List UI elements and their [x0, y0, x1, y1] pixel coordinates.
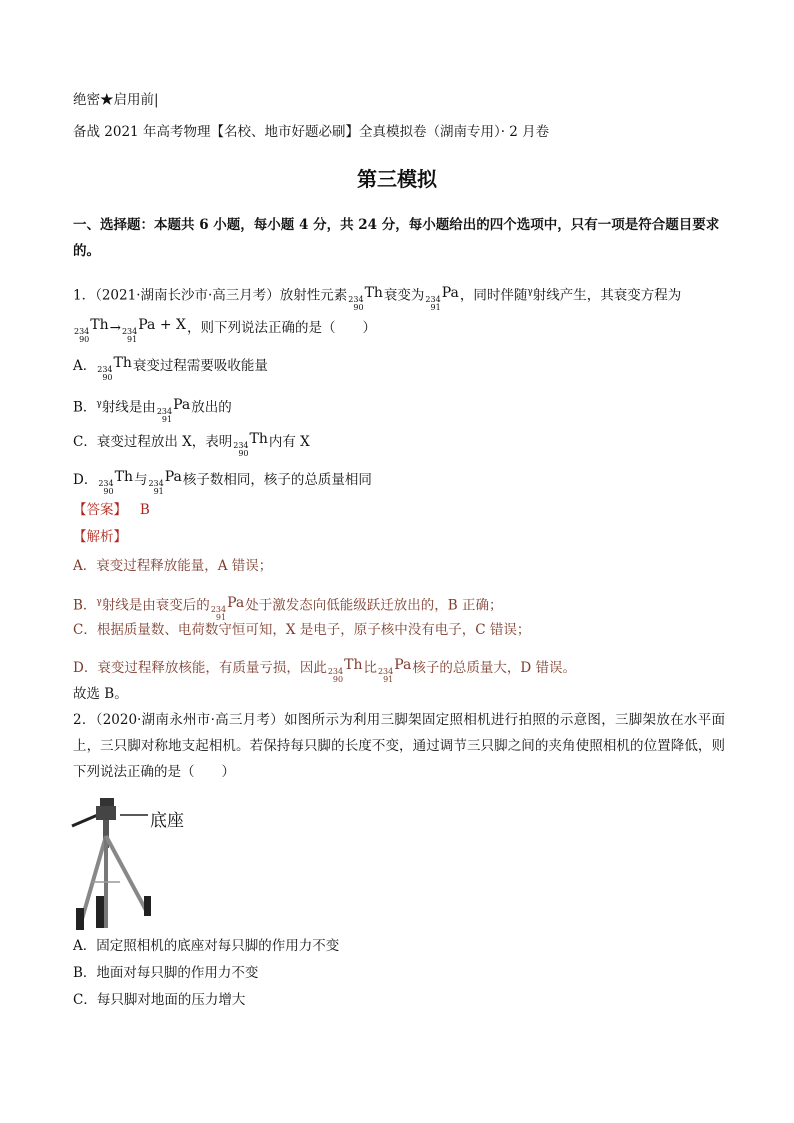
nuclide-th: 234 90 Th [233, 431, 268, 458]
nuclide-pa: 234 91 Pa [148, 469, 182, 496]
nuclide-th: 234 90 Th [327, 657, 363, 684]
section-heading: 一、选择题：本题共 6 小题，每小题 4 分，共 24 分，每小题给出的四个选项中，只有一项是符合题目要求的。 [73, 217, 720, 259]
figure-label: 底座 [150, 811, 184, 831]
nuclide-pa-prefix: 234 91 Pa + X [121, 317, 186, 344]
nuclide-th: 234 90 Th [97, 355, 132, 382]
decay-arrow: → [109, 320, 121, 336]
q2-stem: 2．（2020·湖南永州市·高三月考）如图所示为利用三脚架固定照相机进行拍照的示意图，三脚架放在水平面上，三只脚对称地支起相机。若保持每只脚的长度不变，通过调节三只脚之间的夹角使照相机的位置降低，则下列说法正确的是（ ） [73, 712, 725, 780]
q1-option-c[interactable]: C．衰变过程放出 X，表明 234 90 Th内有 X [73, 431, 310, 458]
q2-option-a[interactable]: A．固定照相机的底座对每只脚的作用力不变 [73, 938, 340, 954]
answer-line [73, 500, 150, 520]
answer-value: B [139, 502, 150, 518]
q1-equation-line: 234 90 Th→ 234 91 Pa + X，则下列说法正确的是（ ） [74, 317, 376, 344]
tripod-figure [70, 796, 220, 936]
nuclide-pa: 234 91 Pa [156, 396, 191, 424]
confidential-mark: 绝密★启用前| [73, 92, 159, 108]
analysis-b: B．$^\gamma$射线是由衰变后的 234 91 Pa处于激发态向低能级跃迁放出的，B 正确； [73, 594, 503, 622]
nuclide-th: 234 90 Th [98, 469, 133, 496]
q1-option-d[interactable]: D． 234 90 Th与 234 91 Pa核子数相同，核子的总质量相同 [73, 469, 372, 496]
nuclide-th: 234 90 Th [74, 317, 109, 344]
q1-option-b[interactable]: B．$^\gamma$射线是由 234 91 Pa放出的 [73, 396, 232, 424]
nuclide-th: 234 90 Th [348, 284, 383, 312]
q1-stem-line1: 1．（2021·湖南长沙市·高三月考）放射性元素 234 90 Th衰变为 234 91 Pa，同时伴随$^\gamma$射线产生，其衰变方程为 [73, 284, 682, 312]
analysis-d: D．衰变过程释放核能，有质量亏损，因此 234 90 Th比 234 91 Pa核子的总质量大，D 错误。 [73, 657, 577, 684]
nuclide-pa: 234 91 Pa [377, 657, 412, 684]
exam-subtitle: 备战 2021 年高考物理【名校、地市好题必刷】全真模拟卷（湖南专用）· 2 月卷 [73, 124, 550, 140]
gamma-symbol: γ [527, 287, 533, 297]
gamma-symbol: γ [96, 399, 102, 409]
q2-option-b[interactable]: B．地面对每只脚的作用力不变 [73, 965, 259, 981]
q2-option-c[interactable]: C．每只脚对地面的压力增大 [73, 992, 246, 1008]
answer-label: 【答案】 [73, 502, 127, 518]
analysis-a: A．衰变过程释放能量，A 错误； [73, 558, 273, 574]
gamma-symbol: γ [96, 597, 102, 607]
q1-option-a[interactable]: A． 234 90 Th衰变过程需要吸收能量 [73, 355, 268, 382]
analysis-c: C．根据质量数、电荷数守恒可知，X 是电子，原子核中没有电子，C 错误； [73, 622, 531, 638]
page-title: 第三模拟 [357, 167, 437, 191]
tripod-drawing [72, 798, 151, 930]
nuclide-pa: 234 91 Pa [210, 594, 245, 622]
conclusion: 故选 B。 [73, 686, 128, 702]
analysis-label: 【解析】 [73, 529, 127, 545]
nuclide-pa: 234 91 Pa [425, 284, 459, 312]
